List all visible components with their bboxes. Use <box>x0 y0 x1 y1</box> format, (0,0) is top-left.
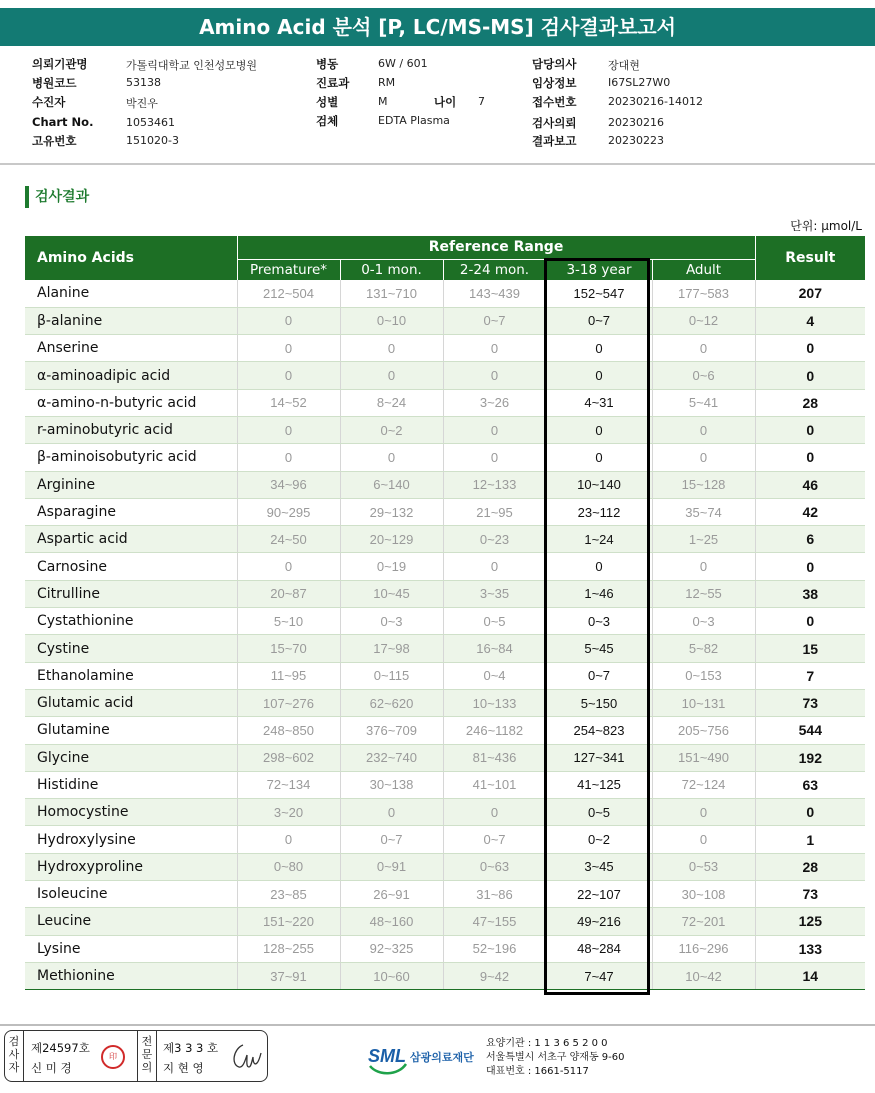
amino-acid-name: Leucine <box>25 908 237 935</box>
specialist-name: 지 현 영 <box>163 1061 204 1075</box>
range-0-1-mon: 26~91 <box>340 881 443 908</box>
range-2-24-mon: 31~86 <box>443 881 546 908</box>
range-premature: 23~85 <box>237 881 340 908</box>
range-2-24-mon: 0~63 <box>443 853 546 880</box>
amino-acid-name: α-aminoadipic acid <box>25 362 237 389</box>
range-0-1-mon: 0~19 <box>340 553 443 580</box>
header-adult: Adult <box>652 259 755 280</box>
range-2-24-mon: 0~7 <box>443 826 546 853</box>
amino-acid-name: Ethanolamine <box>25 662 237 689</box>
range-0-1-mon: 0~7 <box>340 826 443 853</box>
result-value: 0 <box>755 416 865 443</box>
amino-acid-name: Cystine <box>25 635 237 662</box>
table-row <box>25 717 865 744</box>
ward-value: 6W / 601 <box>378 57 428 70</box>
sex-label: 성별 <box>316 95 339 109</box>
range-3-18-year: 1~24 <box>546 526 652 553</box>
result-value: 0 <box>755 335 865 362</box>
range-adult: 177~583 <box>652 280 755 307</box>
specimen-value: EDTA Plasma <box>378 114 450 127</box>
range-0-1-mon: 8~24 <box>340 389 443 416</box>
table-row <box>25 771 865 798</box>
range-3-18-year: 23~112 <box>546 498 652 525</box>
table-row <box>25 526 865 553</box>
range-premature: 24~50 <box>237 526 340 553</box>
unique-label: 고유번호 <box>32 134 77 148</box>
range-3-18-year: 49~216 <box>546 908 652 935</box>
accession-label: 접수번호 <box>532 95 577 109</box>
specialist-label: 전문의 <box>141 1035 153 1074</box>
range-adult: 151~490 <box>652 744 755 771</box>
range-3-18-year: 0 <box>546 335 652 362</box>
result-value: 73 <box>755 881 865 908</box>
amino-acid-name: Citrulline <box>25 580 237 607</box>
range-2-24-mon: 81~436 <box>443 744 546 771</box>
result-value: 192 <box>755 744 865 771</box>
amino-acid-name: Hydroxyproline <box>25 853 237 880</box>
range-3-18-year: 254~823 <box>546 717 652 744</box>
range-2-24-mon: 143~439 <box>443 280 546 307</box>
amino-acid-name: Glutamic acid <box>25 689 237 716</box>
range-premature: 248~850 <box>237 717 340 744</box>
result-value: 42 <box>755 498 865 525</box>
range-adult: 12~55 <box>652 580 755 607</box>
amino-acid-name: r-aminobutyric acid <box>25 416 237 443</box>
range-premature: 0 <box>237 362 340 389</box>
range-premature: 0 <box>237 444 340 471</box>
range-2-24-mon: 0 <box>443 416 546 443</box>
table-row <box>25 826 865 853</box>
amino-acid-name: Alanine <box>25 280 237 307</box>
result-value: 0 <box>755 608 865 635</box>
range-adult: 10~42 <box>652 962 755 989</box>
range-premature: 20~87 <box>237 580 340 607</box>
address-line-1: 요양기관 : 1 1 3 6 5 2 0 0 <box>486 1038 608 1049</box>
result-value: 73 <box>755 689 865 716</box>
range-premature: 0 <box>237 416 340 443</box>
range-3-18-year: 0~3 <box>546 608 652 635</box>
result-value: 207 <box>755 280 865 307</box>
range-adult: 0~6 <box>652 362 755 389</box>
amino-acid-name: Anserine <box>25 335 237 362</box>
range-2-24-mon: 52~196 <box>443 935 546 962</box>
range-premature: 90~295 <box>237 498 340 525</box>
range-0-1-mon: 0~3 <box>340 608 443 635</box>
range-0-1-mon: 20~129 <box>340 526 443 553</box>
result-value: 46 <box>755 471 865 498</box>
table-row <box>25 662 865 689</box>
seal-stamp-icon: 印 <box>101 1045 125 1069</box>
result-value: 28 <box>755 389 865 416</box>
info-divider <box>0 163 875 165</box>
ward-label: 병동 <box>316 57 339 71</box>
range-premature: 0 <box>237 553 340 580</box>
header-reference-range: Reference Range <box>237 236 755 259</box>
range-premature: 0 <box>237 826 340 853</box>
receiver-label: 수진자 <box>32 95 66 109</box>
table-row <box>25 498 865 525</box>
signature-icon <box>229 1039 263 1073</box>
range-premature: 3~20 <box>237 799 340 826</box>
range-0-1-mon: 0 <box>340 799 443 826</box>
code-label: 병원코드 <box>32 76 77 90</box>
table-row <box>25 444 865 471</box>
range-premature: 0 <box>237 335 340 362</box>
range-3-18-year: 4~31 <box>546 389 652 416</box>
range-2-24-mon: 47~155 <box>443 908 546 935</box>
range-adult: 0~153 <box>652 662 755 689</box>
range-adult: 0~53 <box>652 853 755 880</box>
range-premature: 72~134 <box>237 771 340 798</box>
range-3-18-year: 1~46 <box>546 580 652 607</box>
header-0-1-mon: 0-1 mon. <box>340 259 443 280</box>
result-value: 544 <box>755 717 865 744</box>
range-3-18-year: 127~341 <box>546 744 652 771</box>
amino-acid-name: β-alanine <box>25 307 237 334</box>
sex-value: M <box>378 95 388 108</box>
specimen-label: 검체 <box>316 114 339 128</box>
range-adult: 72~124 <box>652 771 755 798</box>
address-line-2: 서울특별시 서초구 양재동 9-60 <box>486 1052 625 1063</box>
table-row <box>25 908 865 935</box>
table-row <box>25 553 865 580</box>
range-3-18-year: 0~2 <box>546 826 652 853</box>
unit-label: 단위: μmol/L <box>790 219 862 233</box>
specialist-number: 제3 3 3 호 <box>163 1041 219 1055</box>
signature-box <box>4 1030 268 1082</box>
range-adult: 5~82 <box>652 635 755 662</box>
results-table <box>25 236 865 990</box>
amino-acid-name: Hydroxylysine <box>25 826 237 853</box>
range-0-1-mon: 0 <box>340 362 443 389</box>
result-value: 133 <box>755 935 865 962</box>
range-3-18-year: 152~547 <box>546 280 652 307</box>
report-label: 결과보고 <box>532 134 577 148</box>
range-adult: 0 <box>652 826 755 853</box>
range-3-18-year: 0~5 <box>546 799 652 826</box>
range-adult: 0 <box>652 553 755 580</box>
range-premature: 107~276 <box>237 689 340 716</box>
age-label: 나이 <box>434 95 457 109</box>
range-2-24-mon: 10~133 <box>443 689 546 716</box>
sml-logo-icon <box>366 1040 410 1076</box>
svg-text:SML: SML <box>368 1046 406 1066</box>
range-premature: 0 <box>237 307 340 334</box>
amino-acid-name: β-aminoisobutyric acid <box>25 444 237 471</box>
tester-name: 신 미 경 <box>31 1061 72 1075</box>
result-value: 0 <box>755 362 865 389</box>
amino-acid-name: Glycine <box>25 744 237 771</box>
table-row <box>25 608 865 635</box>
range-3-18-year: 3~45 <box>546 853 652 880</box>
amino-acid-name: Glutamine <box>25 717 237 744</box>
doctor-value: 장대현 <box>608 59 640 72</box>
header-2-24-mon: 2-24 mon. <box>443 259 546 280</box>
org-address <box>486 1037 625 1079</box>
result-value: 14 <box>755 962 865 989</box>
amino-acid-name: Lysine <box>25 935 237 962</box>
result-value: 4 <box>755 307 865 334</box>
range-3-18-year: 48~284 <box>546 935 652 962</box>
range-0-1-mon: 10~45 <box>340 580 443 607</box>
range-2-24-mon: 0 <box>443 444 546 471</box>
range-premature: 34~96 <box>237 471 340 498</box>
amino-acid-name: Histidine <box>25 771 237 798</box>
range-0-1-mon: 92~325 <box>340 935 443 962</box>
range-0-1-mon: 62~620 <box>340 689 443 716</box>
result-value: 0 <box>755 553 865 580</box>
range-2-24-mon: 0 <box>443 553 546 580</box>
range-premature: 128~255 <box>237 935 340 962</box>
range-2-24-mon: 0~23 <box>443 526 546 553</box>
table-row <box>25 635 865 662</box>
range-3-18-year: 0 <box>546 362 652 389</box>
range-adult: 10~131 <box>652 689 755 716</box>
range-0-1-mon: 0 <box>340 335 443 362</box>
range-adult: 0 <box>652 444 755 471</box>
range-premature: 298~602 <box>237 744 340 771</box>
hospital-label: 의뢰기관명 <box>32 57 88 71</box>
range-adult: 35~74 <box>652 498 755 525</box>
patient-info <box>0 54 875 154</box>
range-0-1-mon: 6~140 <box>340 471 443 498</box>
range-3-18-year: 0 <box>546 553 652 580</box>
range-2-24-mon: 41~101 <box>443 771 546 798</box>
range-0-1-mon: 232~740 <box>340 744 443 771</box>
request-label: 검사의뢰 <box>532 116 577 130</box>
clinical-label: 임상정보 <box>532 76 577 90</box>
amino-acid-name: Arginine <box>25 471 237 498</box>
range-adult: 15~128 <box>652 471 755 498</box>
header-premature: Premature* <box>237 259 340 280</box>
table-row <box>25 935 865 962</box>
range-3-18-year: 41~125 <box>546 771 652 798</box>
range-3-18-year: 7~47 <box>546 962 652 989</box>
result-value: 0 <box>755 799 865 826</box>
result-value: 63 <box>755 771 865 798</box>
dept-value: RM <box>378 76 396 89</box>
chart-value: 1053461 <box>126 116 175 129</box>
tester-number: 제24597호 <box>31 1041 90 1055</box>
range-premature: 11~95 <box>237 662 340 689</box>
range-premature: 5~10 <box>237 608 340 635</box>
dept-label: 진료과 <box>316 76 350 90</box>
org-name: 삼광의료재단 <box>410 1051 474 1064</box>
tester-label: 검사자 <box>8 1035 20 1074</box>
amino-acid-name: Aspartic acid <box>25 526 237 553</box>
range-0-1-mon: 10~60 <box>340 962 443 989</box>
range-adult: 0 <box>652 335 755 362</box>
range-0-1-mon: 48~160 <box>340 908 443 935</box>
range-2-24-mon: 21~95 <box>443 498 546 525</box>
result-value: 7 <box>755 662 865 689</box>
range-3-18-year: 0~7 <box>546 307 652 334</box>
range-2-24-mon: 3~26 <box>443 389 546 416</box>
amino-acid-name: α-amino-n-butyric acid <box>25 389 237 416</box>
table-row <box>25 853 865 880</box>
range-3-18-year: 5~150 <box>546 689 652 716</box>
receiver-value: 박진우 <box>126 97 158 110</box>
range-adult: 5~41 <box>652 389 755 416</box>
range-2-24-mon: 0~4 <box>443 662 546 689</box>
range-adult: 30~108 <box>652 881 755 908</box>
range-2-24-mon: 0 <box>443 335 546 362</box>
range-0-1-mon: 0~115 <box>340 662 443 689</box>
range-premature: 212~504 <box>237 280 340 307</box>
result-value: 125 <box>755 908 865 935</box>
range-3-18-year: 10~140 <box>546 471 652 498</box>
hospital-value: 가톨릭대학교 인천성모병원 <box>126 59 258 72</box>
table-row <box>25 389 865 416</box>
range-0-1-mon: 0~10 <box>340 307 443 334</box>
range-premature: 14~52 <box>237 389 340 416</box>
range-0-1-mon: 0~91 <box>340 853 443 880</box>
range-3-18-year: 0~7 <box>546 662 652 689</box>
range-premature: 151~220 <box>237 908 340 935</box>
range-premature: 15~70 <box>237 635 340 662</box>
range-3-18-year: 5~45 <box>546 635 652 662</box>
result-value: 28 <box>755 853 865 880</box>
range-0-1-mon: 0 <box>340 444 443 471</box>
table-row <box>25 362 865 389</box>
section-title: 검사결과 <box>25 186 89 208</box>
range-0-1-mon: 30~138 <box>340 771 443 798</box>
footer-divider <box>0 1024 875 1026</box>
range-adult: 205~756 <box>652 717 755 744</box>
range-2-24-mon: 0 <box>443 799 546 826</box>
range-0-1-mon: 29~132 <box>340 498 443 525</box>
range-adult: 116~296 <box>652 935 755 962</box>
table-row <box>25 962 865 989</box>
amino-acid-name: Isoleucine <box>25 881 237 908</box>
age-value: 7 <box>478 95 485 108</box>
range-premature: 0~80 <box>237 853 340 880</box>
report-title: Amino Acid 분석 [P, LC/MS-MS] 검사결과보고서 <box>0 8 875 46</box>
clinical-value: I67SL27W0 <box>608 76 671 89</box>
amino-acid-name: Homocystine <box>25 799 237 826</box>
header-3-18-year: 3-18 year <box>546 259 652 280</box>
range-adult: 0 <box>652 416 755 443</box>
table-row <box>25 881 865 908</box>
accession-value: 20230216-14012 <box>608 95 703 108</box>
amino-acid-name: Asparagine <box>25 498 237 525</box>
amino-acid-name: Cystathionine <box>25 608 237 635</box>
report-value: 20230223 <box>608 134 664 147</box>
table-row <box>25 280 865 307</box>
table-row <box>25 744 865 771</box>
header-amino-acids: Amino Acids <box>25 236 237 280</box>
result-value: 38 <box>755 580 865 607</box>
result-value: 1 <box>755 826 865 853</box>
range-adult: 72~201 <box>652 908 755 935</box>
table-row <box>25 307 865 334</box>
range-0-1-mon: 376~709 <box>340 717 443 744</box>
result-value: 0 <box>755 444 865 471</box>
table-row <box>25 689 865 716</box>
range-2-24-mon: 246~1182 <box>443 717 546 744</box>
table-row <box>25 471 865 498</box>
header-result: Result <box>755 236 865 280</box>
range-2-24-mon: 3~35 <box>443 580 546 607</box>
range-adult: 1~25 <box>652 526 755 553</box>
range-2-24-mon: 9~42 <box>443 962 546 989</box>
chart-label: Chart No. <box>32 115 94 129</box>
unique-value: 151020-3 <box>126 134 179 147</box>
range-3-18-year: 0 <box>546 444 652 471</box>
table-row <box>25 580 865 607</box>
table-row <box>25 416 865 443</box>
range-adult: 0~3 <box>652 608 755 635</box>
range-premature: 37~91 <box>237 962 340 989</box>
result-value: 6 <box>755 526 865 553</box>
amino-acid-name: Carnosine <box>25 553 237 580</box>
range-0-1-mon: 17~98 <box>340 635 443 662</box>
range-adult: 0 <box>652 799 755 826</box>
request-value: 20230216 <box>608 116 664 129</box>
result-value: 15 <box>755 635 865 662</box>
amino-acid-name: Methionine <box>25 962 237 989</box>
table-row <box>25 335 865 362</box>
range-2-24-mon: 0~7 <box>443 307 546 334</box>
range-3-18-year: 0 <box>546 416 652 443</box>
table-row <box>25 799 865 826</box>
range-3-18-year: 22~107 <box>546 881 652 908</box>
code-value: 53138 <box>126 76 161 89</box>
range-2-24-mon: 16~84 <box>443 635 546 662</box>
range-0-1-mon: 131~710 <box>340 280 443 307</box>
range-adult: 0~12 <box>652 307 755 334</box>
address-line-3: 대표번호 : 1661-5117 <box>486 1066 589 1077</box>
doctor-label: 담당의사 <box>532 57 577 71</box>
range-2-24-mon: 0~5 <box>443 608 546 635</box>
range-0-1-mon: 0~2 <box>340 416 443 443</box>
range-2-24-mon: 0 <box>443 362 546 389</box>
range-2-24-mon: 12~133 <box>443 471 546 498</box>
